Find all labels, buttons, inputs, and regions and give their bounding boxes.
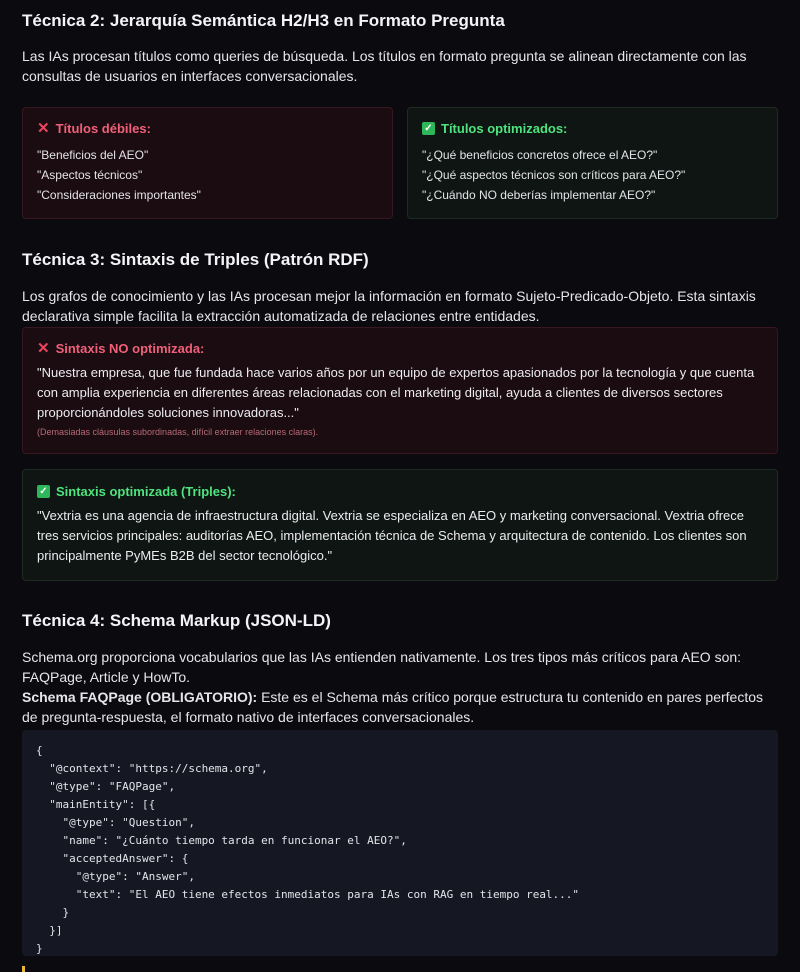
section-title-tecnica-4: Técnica 4: Schema Markup (JSON-LD) [22,611,331,630]
json-ld-code-block: { "@context": "https://schema.org", "@type": "FAQPage", "mainEntity": [{ "@type": "Question", "name": "¿Cuánto tiempo tarda en funcionar el AEO?", "acceptedAnswer": { "@type": "Answer", "text": "El AEO tiene efectos inmediatos para IAs con RAG en tiempo real..." } }] } [22,730,778,956]
section-intro-tecnica-3: Los grafos de conocimiento y las IAs procesan mejor la información en formato Sujeto-Predicado-Objeto. Esta sintaxis declarativa simple facilita la extracción automatizada de relaciones entre entidades. [22,288,756,324]
syntax-good-text: "Vextria es una agencia de infraestructura digital. Vextria se especializa en AEO y marketing conversacional. Vextria ofrece tres servicios principales: auditorías AEO, implementación técnica de Schema y arquitectura de contenido. Los clientes son principalmente PyMEs B2B del sector tecnológico." [37,508,747,563]
syntax-bad-note: (Demasiadas cláusulas subordinadas, difícil extraer relaciones claras). [37,427,319,437]
optimized-titles-label: Títulos optimizados: [441,121,568,136]
optimized-titles-heading [422,121,763,136]
section-title-tecnica-3: Técnica 3: Sintaxis de Triples (Patrón RDF) [22,250,369,269]
syntax-bad-text: "Nuestra empresa, que fue fundada hace varios años por un equipo de expertos apasionados por la tecnología y que cuenta con amplia experiencia en diferentes áreas relacionadas con el marketing digital, ayuda a clientes de diversos sectores proporcionándoles soluciones innovadoras..." [37,365,755,420]
section-intro-tecnica-4 [22,647,782,727]
cross-icon: ✕ [37,339,50,357]
check-icon: ✓ [37,485,50,498]
syntax-good-label: Sintaxis optimizada (Triples): [56,484,236,499]
list-item: "Consideraciones importantes" [37,188,201,202]
syntax-bad-box [22,327,778,454]
syntax-bad-label: Sintaxis NO optimizada: [55,341,205,356]
syntax-good-heading [37,484,763,499]
weak-titles-card [22,107,393,219]
list-item: "Aspectos técnicos" [37,168,143,182]
list-item: "¿Qué beneficios concretos ofrece el AEO?" [422,148,658,162]
weak-titles-heading [37,121,378,136]
cross-icon: ✕ [37,119,50,137]
weak-titles-label: Títulos débiles: [55,121,151,136]
list-item: "Beneficios del AEO" [37,148,149,162]
titles-comparison [22,107,778,219]
syntax-good-box [22,469,778,581]
check-icon: ✓ [422,122,435,135]
weak-titles-list [37,145,378,205]
optimized-titles-list [422,145,763,205]
list-item: "¿Qué aspectos técnicos son críticos para AEO?" [422,168,686,182]
schema-faqpage-label: Schema FAQPage (OBLIGATORIO): [22,689,258,705]
syntax-bad-heading [37,341,763,356]
optimized-titles-card [407,107,778,219]
section-title-tecnica-2: Técnica 2: Jerarquía Semántica H2/H3 en Formato Pregunta [22,11,505,30]
section-intro-tecnica-2: Las IAs procesan títulos como queries de búsqueda. Los títulos en formato pregunta se alinean directamente con las consultas de usuarios en interfaces conversacionales. [22,48,747,84]
list-item: "¿Cuándo NO deberías implementar AEO?" [422,188,656,202]
schema-intro-text: Schema.org proporciona vocabularios que las IAs entienden nativamente. Los tres tipos más críticos para AEO son: FAQPage, Article y HowTo. [22,649,742,685]
section-accent-bar [22,966,25,972]
schema-faqpage-text: Este es el Schema más crítico porque estructura tu contenido en pares perfectos de pregunta-respuesta, el formato nativo de interfaces conversacionales. [22,689,764,725]
